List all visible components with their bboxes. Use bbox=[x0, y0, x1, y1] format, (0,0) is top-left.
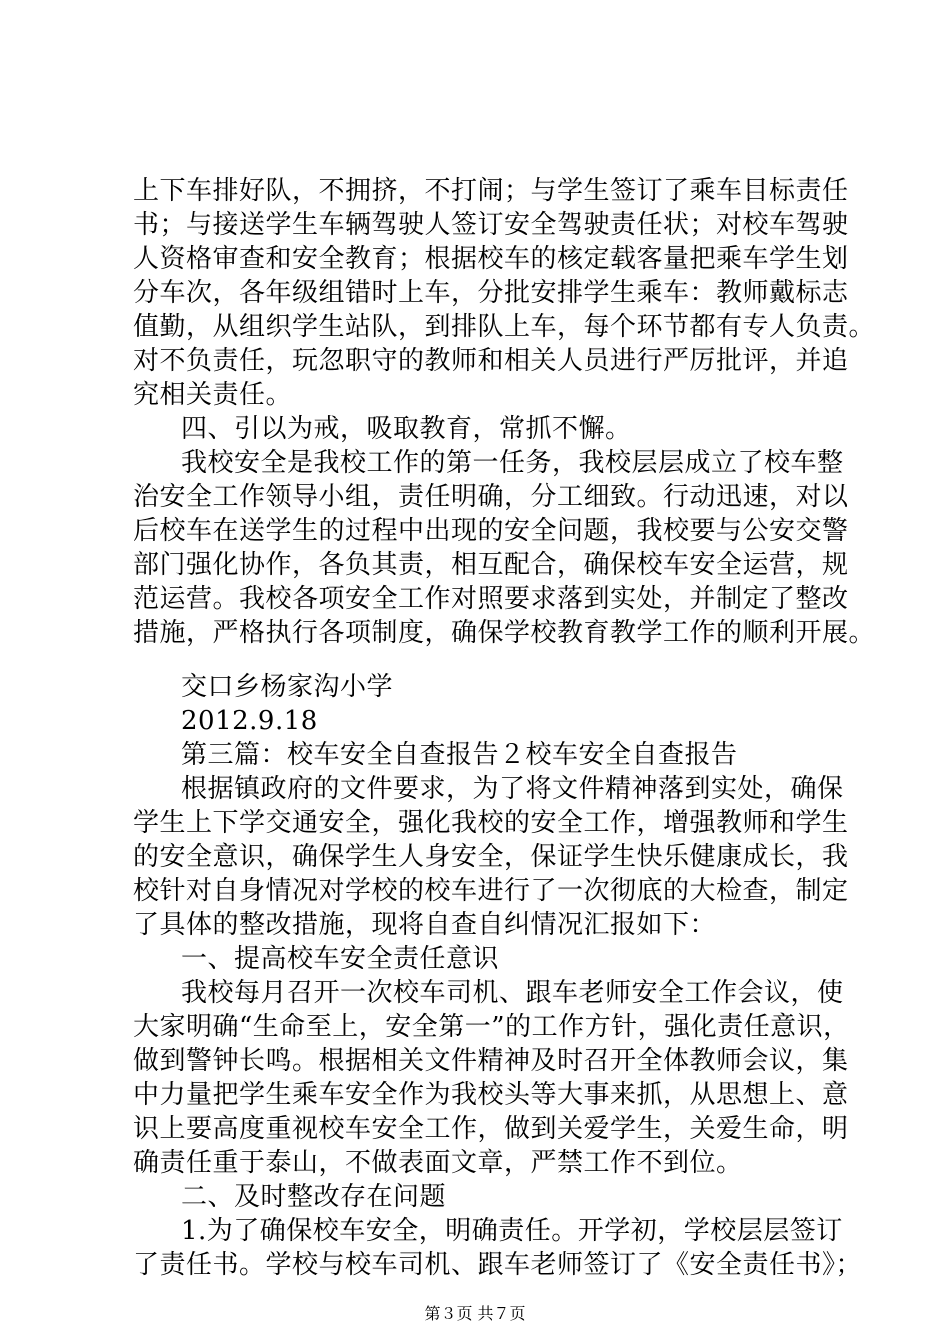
text-line: 根据镇政府的文件要求，为了将文件精神落到实处，确保 bbox=[181, 774, 844, 804]
text-line: 确责任重于泰山，不做表面文章，严禁工作不到位。 bbox=[133, 1148, 743, 1178]
text-line: 我校安全是我校工作的第一任务，我校层层成立了校车整 bbox=[181, 448, 844, 478]
text-line: 值勤，从组织学生站队，到排队上车，每个环节都有专人负责。 bbox=[133, 312, 876, 342]
text-line: 人资格审查和安全教育；根据校车的核定载客量把乘车学生划 bbox=[133, 244, 849, 274]
text-line: 识上要高度重视校车安全工作，做到关爱学生，关爱生命，明 bbox=[133, 1114, 849, 1144]
text-line: 的安全意识，确保学生人身安全，保证学生快乐健康成长，我 bbox=[133, 842, 849, 872]
text-line: 1.为了确保校车安全，明确责任。开学初，学校层层签订 bbox=[181, 1216, 843, 1246]
signature-school: 交口乡杨家沟小学 bbox=[181, 672, 394, 702]
text-line: 校针对自身情况对学校的校车进行了一次彻底的大检查，制定 bbox=[133, 876, 849, 906]
article-title: 第三篇：校车安全自查报告２校车安全自查报告 bbox=[181, 740, 738, 770]
text-line: 对不负责任，玩忽职守的教师和相关人员进行严厉批评，并追 bbox=[133, 346, 849, 376]
text-line: 措施，严格执行各项制度，确保学校教育教学工作的顺利开展。 bbox=[133, 618, 876, 648]
text-line: 做到警钟长鸣。根据相关文件精神及时召开全体教师会议，集 bbox=[133, 1046, 849, 1076]
text-line: 范运营。我校各项安全工作对照要求落到实处，并制定了整改 bbox=[133, 584, 849, 614]
text-line: 了责任书。学校与校车司机、跟车老师签订了《安全责任书》； bbox=[133, 1250, 863, 1280]
text-line: 大家明确“生命至上，安全第一”的工作方针，强化责任意识， bbox=[133, 1012, 850, 1042]
text-line: 后校车在送学生的过程中出现的安全问题，我校要与公安交警 bbox=[133, 516, 849, 546]
section-heading: 二、及时整改存在问题 bbox=[181, 1182, 447, 1212]
text-line: 上下车排好队，不拥挤，不打闹；与学生签订了乘车目标责任 bbox=[133, 176, 849, 206]
text-line: 书；与接送学生车辆驾驶人签订安全驾驶责任状；对校车驾驶 bbox=[133, 210, 849, 240]
text-line: 了具体的整改措施，现将自查自纠情况汇报如下： bbox=[133, 910, 717, 940]
section-heading: 四、引以为戒，吸取教育，常抓不懈。 bbox=[181, 414, 632, 444]
text-line: 中力量把学生乘车安全作为我校头等大事来抓，从思想上、意 bbox=[133, 1080, 849, 1110]
text-line: 分车次，各年级组错时上车，分批安排学生乘车：教师戴标志 bbox=[133, 278, 849, 308]
text-line: 治安全工作领导小组，责任明确，分工细致。行动迅速，对以 bbox=[133, 482, 849, 512]
text-line: 我校每月召开一次校车司机、跟车老师安全工作会议，使 bbox=[181, 978, 844, 1008]
signature-date: 2012.9.18 bbox=[181, 706, 318, 736]
text-line: 学生上下学交通安全，强化我校的安全工作，增强教师和学生 bbox=[133, 808, 849, 838]
section-heading: 一、提高校车安全责任意识 bbox=[181, 944, 500, 974]
page-number-footer: 第３页 共７页 bbox=[424, 1304, 526, 1323]
text-line: 究相关责任。 bbox=[133, 380, 293, 410]
text-line: 部门强化协作，各负其责，相互配合，确保校车安全运营，规 bbox=[133, 550, 849, 580]
